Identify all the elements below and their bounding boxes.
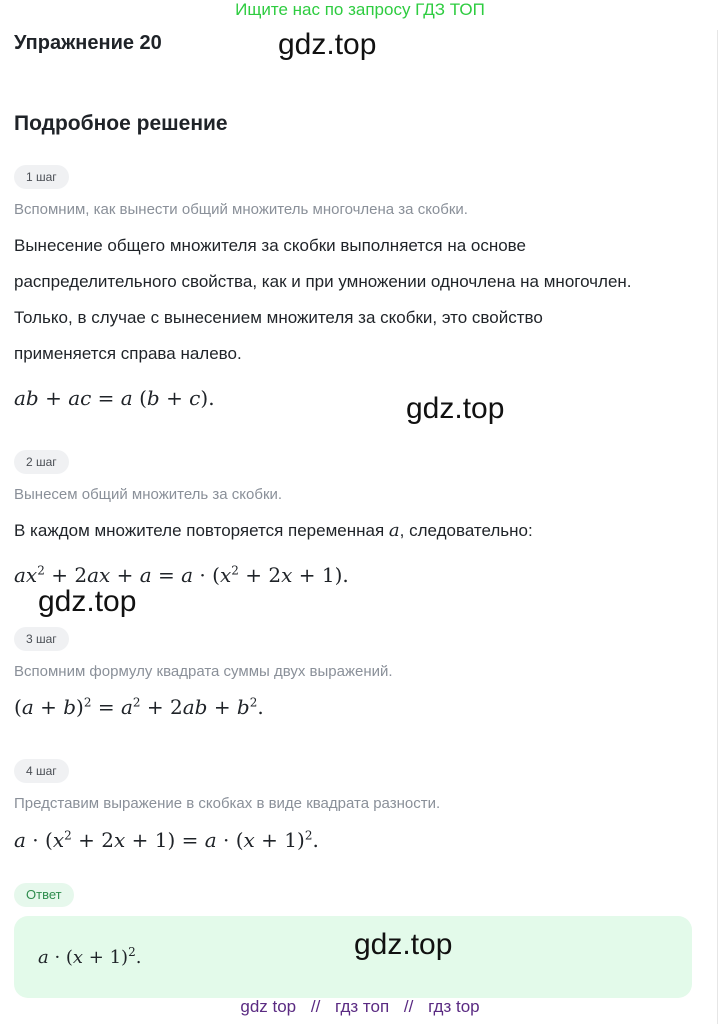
step-hint: Вспомним, как вынести общий множитель многочлена за скобки. [14, 201, 468, 218]
step-hint: Представим выражение в скобках в виде квадрата разности. [14, 795, 441, 812]
promo-banner[interactable]: Ищите нас по запросу ГДЗ ТОП [235, 0, 485, 19]
footer-links [0, 997, 720, 1017]
exercise-title: Упражнение 20 [14, 32, 162, 54]
watermark: gdz.top [278, 28, 377, 61]
explanation-line: применяется справа налево. [14, 344, 242, 363]
step-badge: 1 шаг [14, 165, 69, 189]
variable-symbol: a [388, 520, 400, 541]
answer-badge: Ответ [14, 883, 74, 907]
formula-distributive: ab + ac = a (b + c). [14, 386, 215, 410]
formula-square-form: $a \cdot (x^2 + 2x + 1) = a \cdot (x + 1)^2$. [14, 828, 319, 852]
watermark: gdz.top [406, 392, 505, 425]
footer-link[interactable]: gdz top [240, 997, 297, 1016]
step-2 [14, 450, 69, 474]
explanation-line: Вынесение общего множителя за скобки выполняется на основе [14, 236, 526, 255]
answer-formula: $a \cdot (x + 1)^2$. [38, 945, 142, 968]
explanation-line: распределительного свойства, как и при умножении одночлена на многочлен. [14, 272, 632, 291]
step-badge: 4 шаг [14, 759, 69, 783]
watermark: gdz.top [38, 585, 137, 618]
section-title: Подробное решение [14, 112, 228, 135]
step-1 [14, 165, 69, 189]
step-explanation [14, 228, 714, 372]
watermark: gdz.top [354, 928, 453, 961]
step-hint: Вынесем общий множитель за скобки. [14, 486, 283, 503]
formula-square-sum: $(a + b)^2 = a^2 + 2ab + b^2$. [14, 695, 264, 719]
formula-factor-out: $ax^2 + 2ax + a = a \cdot (x^2 + 2x + 1)$. [14, 563, 349, 587]
step-explanation [14, 520, 533, 541]
page-edge-divider [717, 30, 718, 1024]
footer-separator: // [310, 997, 321, 1016]
explanation-text: В каждом множителе повторяется переменная [14, 521, 385, 540]
step-badge: 3 шаг [14, 627, 69, 651]
step-4 [14, 759, 69, 783]
explanation-line: Только, в случае с вынесением множителя за скобки, это свойство [14, 308, 543, 327]
step-badge: 2 шаг [14, 450, 69, 474]
explanation-text: , следовательно: [399, 521, 533, 540]
footer-link[interactable]: гдз top [428, 997, 480, 1016]
step-hint: Вспомним формулу квадрата суммы двух выражений. [14, 663, 393, 680]
step-3 [14, 627, 69, 651]
footer-link[interactable]: гдз топ [335, 997, 390, 1016]
footer-separator: // [403, 997, 414, 1016]
answer-label [14, 883, 74, 907]
